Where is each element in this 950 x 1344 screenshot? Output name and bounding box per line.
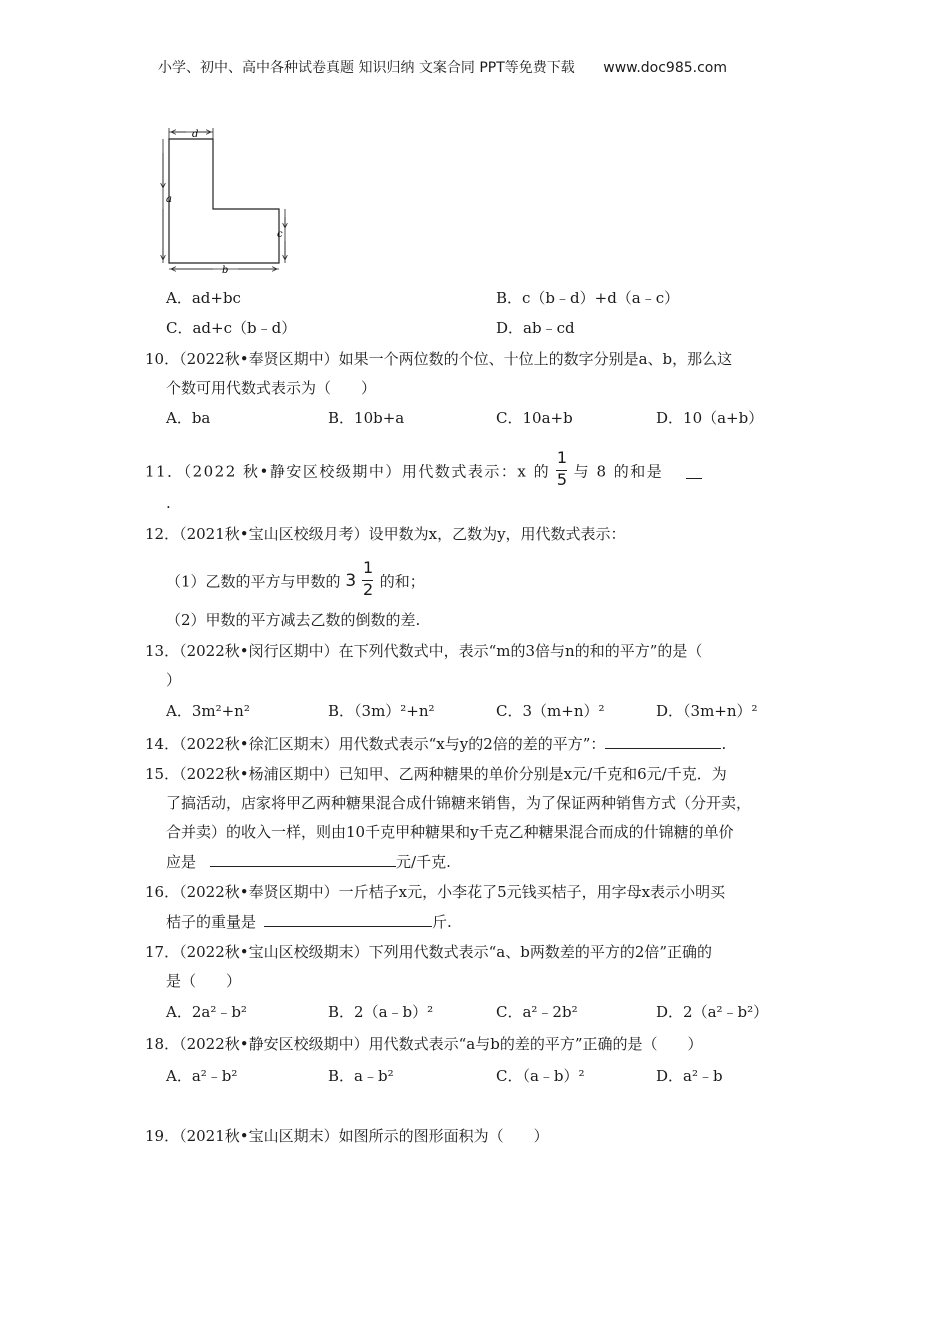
q18-option-d: D．a²﹣b <box>656 1067 723 1085</box>
q16-line2 <box>166 911 452 932</box>
q15-line1: 15．（2022秋•杨浦区期中）已知甲、乙两种糖果的单价分别是x元/千克和6元/千克．为 <box>145 765 727 783</box>
label-d: d <box>192 129 199 140</box>
q11-frac-den: 5 <box>556 470 568 489</box>
q12-line1: 12．（2021秋•宝山区校级月考）设甲数为x，乙数为y，用代数式表示： <box>145 525 626 543</box>
q12-part2: （2）甲数的平方减去乙数的倒数的差. <box>166 611 421 629</box>
q10-option-d: D．10（a+b） <box>656 409 764 427</box>
q18-option-a: A．a²﹣b² <box>166 1067 238 1085</box>
q18-option-c: C．（a﹣b）² <box>496 1067 585 1085</box>
q14-end: . <box>721 735 727 753</box>
q16-line1: 16．（2022秋•奉贤区期中）一斤桔子x元，小李花了5元钱买桔子，用字母x表示小明买 <box>145 883 726 901</box>
q12-frac-den: 2 <box>362 580 374 599</box>
q13-line2: ） <box>166 671 182 689</box>
q17-line2: 是（ ） <box>166 972 242 990</box>
q12-p1-suffix: 的和； <box>379 572 425 591</box>
q9-option-a: A．ad+bc <box>166 289 241 307</box>
q15-line4 <box>166 851 451 872</box>
q17-option-c: C．a²﹣2b² <box>496 1003 578 1021</box>
q11-fraction <box>555 448 569 490</box>
q9-option-d: D．ab﹣cd <box>496 319 575 337</box>
q9-option-b: B．c（b﹣d）+d（a﹣c） <box>496 289 680 307</box>
q13-line1: 13．（2022秋•闵行区期中）在下列代数式中，表示“m的3倍与n的和的平方”的是（ <box>145 642 703 660</box>
q12-frac-num: 1 <box>362 558 374 577</box>
q11-answer-blank[interactable] <box>686 464 702 479</box>
l-shape-figure <box>158 125 298 275</box>
q15-line3: 合并卖）的收入一样，则由10千克甲种糖果和y千克乙种糖果混合而成的什锦糖的单价 <box>166 823 734 841</box>
q13-option-c: C．3（m+n）² <box>496 702 605 720</box>
q16-answer-blank[interactable] <box>264 912 432 927</box>
q15-suffix: 元/千克. <box>396 853 451 871</box>
q10-option-c: C．10a+b <box>496 409 573 427</box>
header-website: www.doc985.com <box>603 60 727 76</box>
q11-frac-num: 1 <box>556 448 568 467</box>
q10-line1: 10．（2022秋•奉贤区期中）如果一个两位数的个位、十位上的数字分别是a、b，那么这 <box>145 350 733 368</box>
q13-option-a: A．3m²+n² <box>166 702 250 720</box>
q15-answer-blank[interactable] <box>210 852 396 867</box>
q11-suffix: 与 8 的和是 <box>573 462 664 481</box>
q10-line2: 个数可用代数式表示为（ ） <box>166 379 377 397</box>
q15-prefix: 应是 <box>166 853 197 871</box>
label-b: b <box>222 265 229 275</box>
q17-option-b: B．2（a﹣b）² <box>328 1003 434 1021</box>
label-a: a <box>166 194 172 205</box>
q18-option-b: B．a﹣b² <box>328 1067 394 1085</box>
q10-option-b: B．10b+a <box>328 409 405 427</box>
q11-prefix: 11．（2022 秋•静安区校级期中）用代数式表示：x 的 <box>145 462 551 481</box>
q10-option-a: A．ba <box>166 409 211 427</box>
q12-fraction <box>361 558 375 600</box>
q16-prefix: 桔子的重量是 <box>166 913 257 931</box>
q17-line1: 17．（2022秋•宝山区校级期末）下列用代数式表示“a、b两数差的平方的2倍”正确的 <box>145 943 713 961</box>
q13-option-b: B．（3m）²+n² <box>328 702 435 720</box>
q15-line2: 了搞活动，店家将甲乙两种糖果混合成什锦糖来销售，为了保证两种销售方式（分开卖， <box>166 794 752 812</box>
q11-line <box>145 448 702 490</box>
q11-dot: . <box>166 494 171 512</box>
q19-line1: 19．（2021秋•宝山区期末）如图所示的图形面积为（ ） <box>145 1127 549 1145</box>
q12-part1 <box>166 558 425 600</box>
q16-suffix: 斤. <box>432 913 452 931</box>
q13-option-d: D．（3m+n）² <box>656 702 758 720</box>
q14-line <box>145 733 726 754</box>
q18-line1: 18．（2022秋•静安区校级期中）用代数式表示“a与b的差的平方”正确的是（ ） <box>145 1035 703 1053</box>
q9-option-c: C．ad+c（b﹣d） <box>166 319 297 337</box>
q12-p1-whole: 3 <box>345 571 357 591</box>
label-c: c <box>277 229 283 240</box>
page-header <box>158 57 727 77</box>
l-shape-outline <box>169 139 279 263</box>
q14-text: 14．（2022秋•徐汇区期末）用代数式表示“x与y的2倍的差的平方”： <box>145 735 606 753</box>
q17-option-d: D．2（a²﹣b²） <box>656 1003 769 1021</box>
q17-option-a: A．2a²﹣b² <box>166 1003 247 1021</box>
q12-p1-prefix: （1）乙数的平方与甲数的 <box>166 572 341 591</box>
header-text: 小学、初中、高中各种试卷真题 知识归纳 文案合同 PPT等免费下载 <box>158 60 575 76</box>
q14-answer-blank[interactable] <box>605 734 721 749</box>
